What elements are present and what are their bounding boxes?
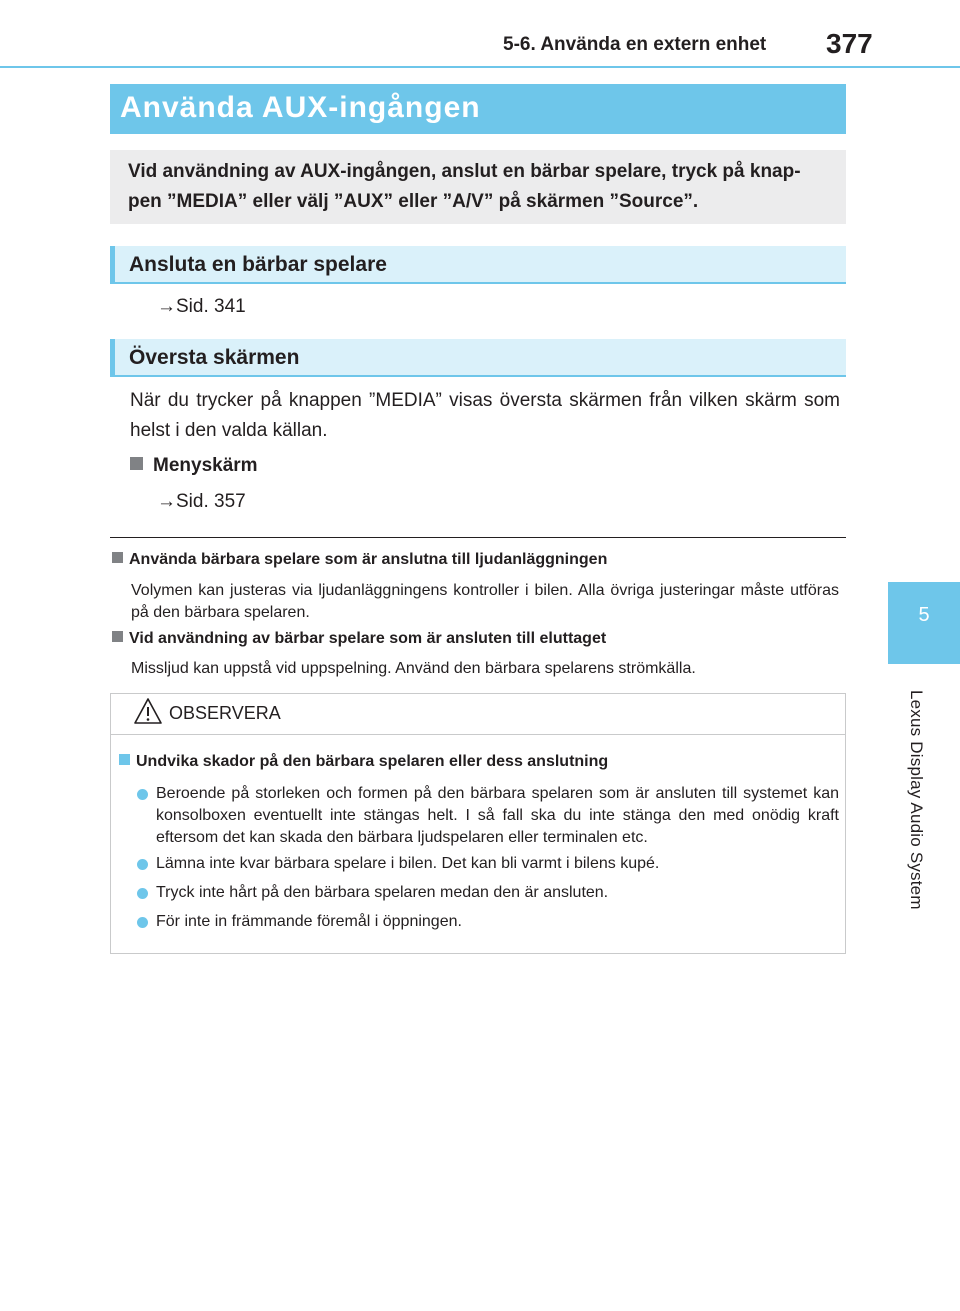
warning-triangle-icon — [133, 697, 163, 725]
note-heading — [112, 551, 607, 569]
page-reference-link[interactable]: →Sid. 341 — [157, 296, 246, 317]
caution-bullet-text: Lämna inte kvar bärbara spelare i bilen. Det kan bli varmt i bilens kupé. — [156, 855, 660, 872]
note-text: Missljud kan uppstå vid uppspelning. Använd den bärbara spelarens strömkälla. — [131, 660, 696, 677]
intro-text: Vid användning av AUX-ingången, anslut en bärbar spelare, tryck på knap- pen ”MEDIA” eller välj ”AUX” eller ”A/V” på skärmen ”Source”. — [128, 161, 801, 212]
note-heading-label: Använda bärbara spelare som är anslutna till ljudanläggningen — [129, 551, 608, 568]
bullet-dot-icon — [137, 917, 148, 928]
caution-bullet-text: Tryck inte hårt på den bärbara spelaren medan den är ansluten. — [156, 884, 609, 901]
note-heading-label: Vid användning av bärbar spelare som är ansluten till eluttaget — [129, 630, 607, 647]
main-title: Använda AUX-ingången — [120, 91, 481, 124]
section-title-connect: Ansluta en bärbar spelare — [129, 253, 387, 276]
caution-header-rule — [111, 734, 845, 735]
header-section-title: 5-6. Använda en extern enhet — [503, 34, 767, 55]
page-number: 377 — [826, 28, 873, 59]
bullet-dot-icon — [137, 888, 148, 899]
chapter-number: 5 — [918, 604, 930, 626]
square-bullet-icon — [130, 457, 143, 470]
caution-bullet-text: För inte in främmande föremål i öppningen. — [156, 913, 462, 930]
caution-heading — [119, 753, 608, 771]
square-bullet-icon — [112, 552, 123, 563]
page-reference-link[interactable]: →Sid. 357 — [157, 491, 246, 512]
caution-bullet — [137, 783, 839, 849]
caution-heading-label: Undvika skador på den bärbara spelaren eller dess anslutning — [136, 753, 609, 770]
bullet-dot-icon — [137, 789, 148, 800]
caution-bullet — [137, 853, 839, 875]
note-text: Volymen kan justeras via ljudanläggningens kontroller i bilen. Alla övriga justeringar måste utföras på den bärbara spelaren. — [131, 582, 839, 621]
section-title-top-screen: Översta skärmen — [129, 346, 300, 369]
caution-label: OBSERVERA — [169, 703, 281, 723]
chapter-title: Lexus Display Audio System — [907, 690, 926, 910]
square-bullet-icon — [119, 754, 130, 765]
square-bullet-icon — [112, 631, 123, 642]
section-body-text: När du trycker på knappen ”MEDIA” visas översta skärmen från vilken skärm som helst i den valda källan. — [130, 390, 840, 441]
bullet-dot-icon — [137, 859, 148, 870]
caution-bullet-text: Beroende på storleken och formen på den bärbara spelaren som är ansluten till systemet kan konsolboxen eventuellt inte stängas helt. I så fall ska du inte stänga den med onödig kraft eftersom det kan skada den bärbara ljudspelaren eller terminalen etc. — [156, 785, 839, 846]
note-heading — [112, 630, 606, 648]
divider — [110, 537, 846, 538]
section-stripe — [110, 339, 115, 375]
subheading-menu-screen — [130, 455, 258, 477]
caution-bullet — [137, 882, 839, 904]
section-stripe — [110, 246, 115, 282]
subheading-label: Menyskärm — [153, 455, 258, 476]
caution-bullet — [137, 911, 839, 933]
header-rule — [0, 66, 960, 68]
